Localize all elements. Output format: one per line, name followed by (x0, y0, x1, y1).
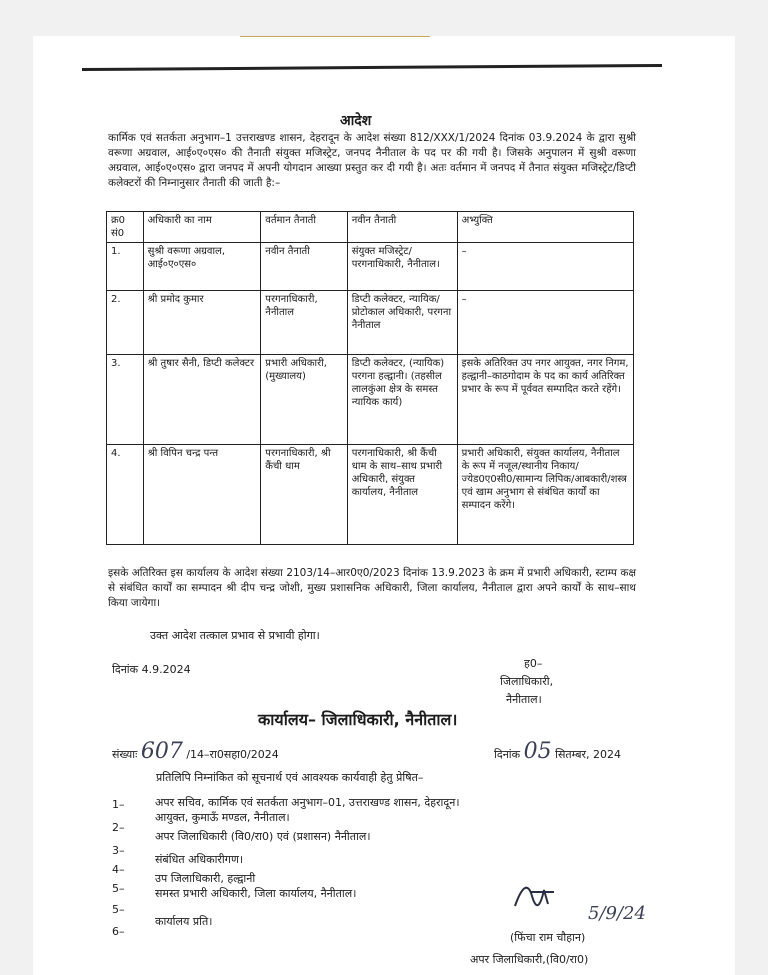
reference-number-line (112, 739, 279, 764)
posting-table (106, 211, 634, 545)
effect-statement: उक्त आदेश तत्काल प्रभाव से प्रभावी होगा। (150, 629, 320, 642)
cell-current-posting: प्रभारी अधिकारी, (मुख्यालय) (261, 355, 347, 445)
signature-scribble (510, 878, 590, 914)
additional-order-paragraph: इसके अतिरिक्त इस कार्यालय के आदेश संख्या 2103/14–आर0ए0/2023 दिनांक 13.9.2023 के क्रम में प्रभारी अधिकारी, स्टाम्प कक्ष से संबंधित कार्यों का सम्पादन श्री दीप चन्द्र जोशी, मुख्य प्रशासनिक अधिकारी, जिला कार्यालय, नैनीताल द्वारा अपने कार्यों के साथ–साथ किया जायेगा। (108, 567, 636, 609)
signature-block (510, 878, 590, 918)
cell-officer-name: श्री तुषार सैनी, डिप्टी कलेक्टर (143, 355, 261, 445)
copy-intro: प्रतिलिपि निम्नांकित को सूचनार्थ एवं आवश्यक कार्यवाही हेतु प्रेषित– (156, 771, 424, 784)
ref-suffix: /14–रा0सहा0/2024 (186, 748, 279, 761)
copy-item-text: उप जिलाधिकारी, हल्द्वानी (155, 872, 256, 885)
order-heading: आदेश (340, 113, 372, 129)
cell-new-posting: डिप्टी कलेक्टर, न्यायिक/प्रोटोकाल अधिकारी, परगना नैनीताल (347, 291, 457, 355)
cell-remarks: – (457, 291, 633, 355)
table-row (107, 291, 634, 355)
signatory-designation: अपर जिलाधिकारी,(वि0/रा0) (470, 953, 589, 966)
order-intro-paragraph: कार्मिक एवं सतर्कता अनुभाग–1 उत्तराखण्ड शासन, देहरादून के आदेश संख्या 812/XXX/1/2024 दिनांक 03.9.2024 के द्वारा सुश्री वरूणा अग्रवाल, आई०ए०एस० की तैनाती संयुक्त मजिस्ट्रेट, जनपद नैनीताल के पद पर की गयी है। जिसके अनुपालन में सुश्री वरूणा अग्रवाल, आई०ए०एस० द्वारा जनपद में अपनी योगदान आख्या प्रस्तुत कर दी गयी है। अतः वर्तमान में जनपद में तैनात संयुक्त मजिस्ट्रेट/डिप्टी कलेक्टरों की निम्नानुसार तैनाती की जाती है:– (108, 132, 636, 189)
cell-serial: 4. (107, 445, 144, 545)
copy-item-text: कार्यालय प्रति। (155, 915, 213, 928)
copy-item-text: अपर सचिव, कार्मिक एवं सतर्कता अनुभाग–01, उत्तराखण्ड शासन, देहरादून। (155, 796, 460, 809)
copy-item-number: 3– (112, 844, 125, 857)
copy-item-number: 6– (112, 925, 125, 938)
scan-edge-line (240, 36, 430, 37)
ref-day-handwritten: 05 (523, 739, 552, 764)
copy-item-text: अपर जिलाधिकारी (वि0/रा0) एवं (प्रशासन) नैनीताल। (155, 830, 371, 843)
cell-new-posting: परगनाधिकारी, श्री कैंची धाम के साथ–साथ प्रभारी अधिकारी, संयुक्त कार्यालय, नैनीताल (347, 445, 457, 545)
col-officer-name: अधिकारी का नाम (143, 212, 261, 243)
cell-current-posting: परगनाधिकारी, श्री कैंची धाम (261, 445, 347, 545)
cell-new-posting: संयुक्त मजिस्ट्रेट/परगनाधिकारी, नैनीताल। (347, 243, 457, 291)
col-remarks: अभ्युक्ति (457, 212, 633, 243)
ref-date-suffix: सितम्बर, 2024 (555, 748, 621, 761)
cell-current-posting: नवीन तैनाती (261, 243, 347, 291)
table-row (107, 243, 634, 291)
col-new-posting: नवीन तैनाती (347, 212, 457, 243)
copy-item-number: 5– (112, 882, 125, 895)
table-row (107, 445, 634, 545)
cell-serial: 2. (107, 291, 144, 355)
ref-number-handwritten: 607 (140, 739, 183, 764)
cell-current-posting: परगनाधिकारी, नैनीताल (261, 291, 347, 355)
copy-item-text: आयुक्त, कुमाऊँ मण्डल, नैनीताल। (155, 811, 290, 824)
cell-remarks: प्रभारी अधिकारी, संयुक्त कार्यालय, नैनीताल के रूप में नजूल/स्थानीय निकाय/ज्येड0ए0सी0/सामान्य लिपिक/आबकारी/शस्त्र एवं खाम अनुभाग से संबंधित कार्यों का सम्पादन करेंगे। (457, 445, 633, 545)
copy-item-number: 2– (112, 821, 125, 834)
signature-date-handwritten: 5/9/24 (588, 903, 646, 924)
cell-officer-name: सुश्री वरूणा अग्रवाल, आई०ए०एस० (143, 243, 261, 291)
table-row (107, 355, 634, 445)
col-current-posting: वर्तमान तैनाती (261, 212, 347, 243)
cell-serial: 1. (107, 243, 144, 291)
cell-officer-name: श्री विपिन चन्द्र पन्त (143, 445, 261, 545)
table-header-row (107, 212, 634, 243)
ref-date-prefix: दिनांक (494, 748, 521, 761)
signed-place: नैनीताल। (506, 693, 542, 706)
signatory-name: (फिंचा राम चौहान) (510, 931, 586, 944)
signed-designation: जिलाधिकारी, (500, 675, 554, 688)
order-date: दिनांक 4.9.2024 (112, 663, 191, 676)
office-title: कार्यालय– जिलाधिकारी, नैनीताल। (258, 710, 458, 729)
ref-prefix: संख्याः (112, 748, 138, 761)
copy-item-number: 1– (112, 798, 125, 811)
copy-item-number: 5– (112, 903, 125, 916)
copy-item-text: समस्त प्रभारी अधिकारी, जिला कार्यालय, नैनीताल। (155, 887, 357, 900)
col-serial: क्र0 सं0 (107, 212, 144, 243)
signed-initial: ह0– (524, 657, 543, 670)
copy-item-number: 4– (112, 863, 125, 876)
cell-officer-name: श्री प्रमोद कुमार (143, 291, 261, 355)
cell-remarks: इसके अतिरिक्त उप नगर आयुक्त, नगर निगम, हल्द्वानी–काठगोदाम के पद का कार्य अतिरिक्त प्रभार के रूप में पूर्ववत सम्पादित करते रहेंगे। (457, 355, 633, 445)
copy-item-text: संबंधित अधिकारीगण। (155, 853, 244, 866)
cell-remarks: – (457, 243, 633, 291)
cell-new-posting: डिप्टी कलेक्टर, (न्यायिक) परगना हल्द्वानी। (तहसील लालकुंआ क्षेत्र के समस्त न्यायिक कार्य) (347, 355, 457, 445)
reference-date-line (494, 739, 621, 764)
cell-serial: 3. (107, 355, 144, 445)
